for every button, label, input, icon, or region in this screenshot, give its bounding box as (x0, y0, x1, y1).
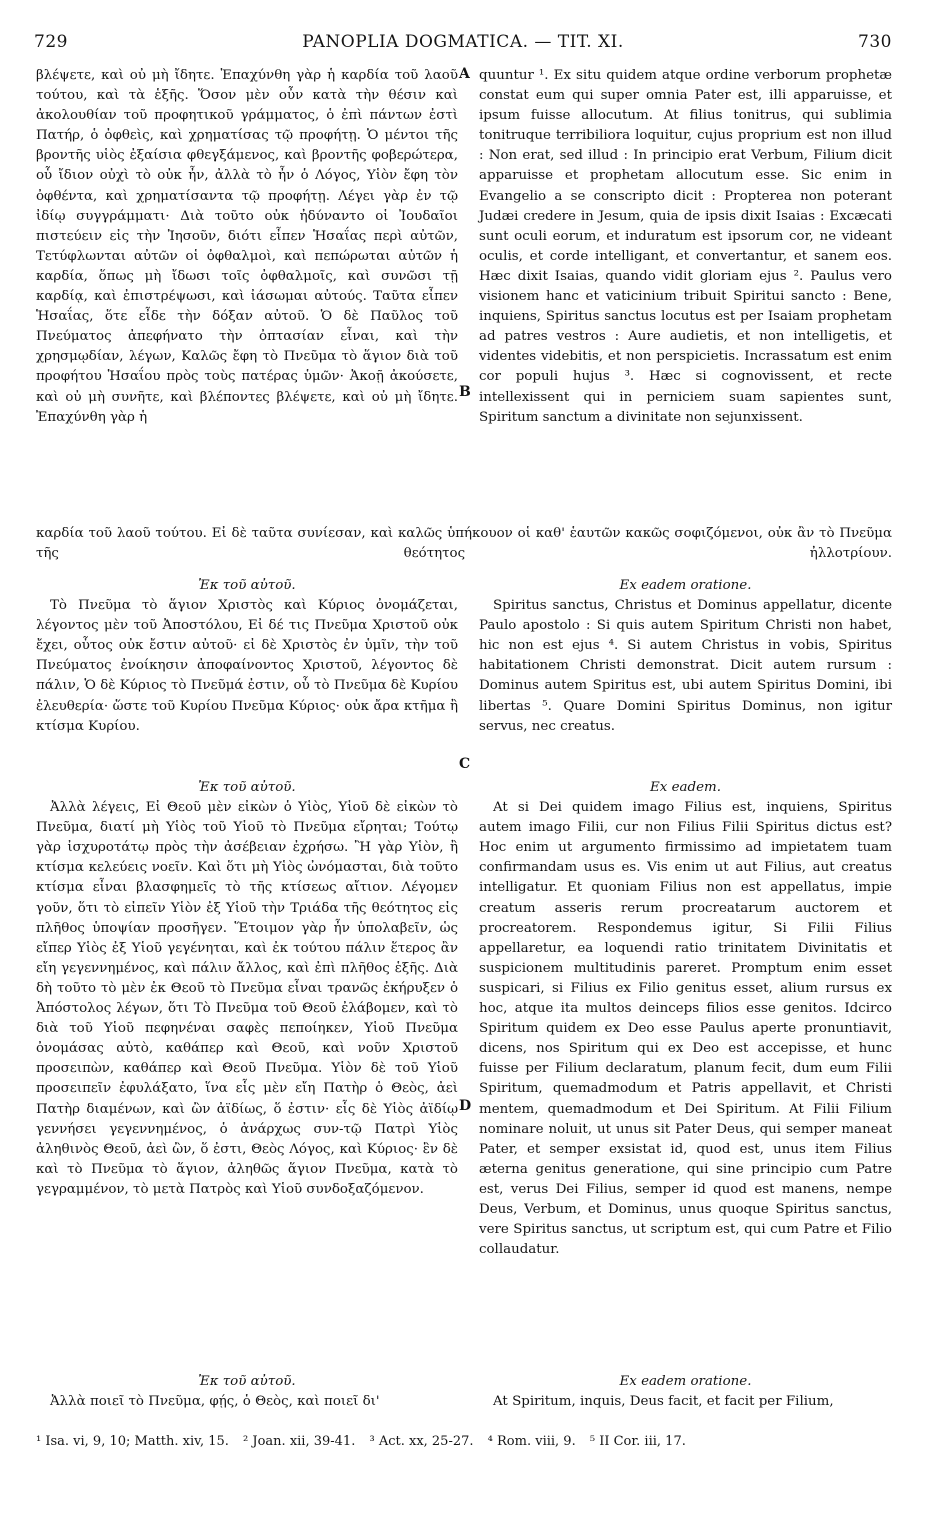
section-heading: Ἐκ τοῦ αὐτοῦ. (198, 578, 296, 593)
section-heading: Ἐκ τοῦ αὐτοῦ. (198, 780, 296, 795)
greek-paragraph: Τὸ Πνεῦμα τὸ ἅγιον Χριστὸς καὶ Κύριος ὀνομάζεται, λέγοντος μὲν τοῦ Ἀποστόλου, Εἰ δέ τις Πνεῦμα Χριστοῦ οὐκ ἔχει, οὗτος οὐκ ἔστιν αὐτοῦ· εἰ δὲ Χριστὸς ἐν ὑμῖν, τὴν τοῦ Πνεύματος ἐνοίκησιν ἀποφαίνοντος Χριστοῦ, λέγοντος δὲ πάλιν, Ὁ δὲ Κύριος τὸ Πνεῦμά ἐστιν, οὗ τὸ Πνεῦμα δὲ Κυρίου ἐλευθερία· ὥστε τοῦ Κυρίου Πνεῦμα Κύριος· οὐκ ἄρα κτῆμα ἢ κτίσμα Κυρίου. (36, 598, 458, 734)
greek-column-section-1 (36, 66, 458, 428)
footnote-2: ² Joan. xii, 39-41. (243, 1434, 356, 1449)
greek-paragraph: Ἀλλὰ ποιεῖ τὸ Πνεῦμα, φῄς, ὁ Θεὸς, καὶ ποιεῖ δι' (50, 1394, 380, 1410)
footnote-5: ⁵ II Cor. iii, 17. (589, 1434, 686, 1449)
footnotes (36, 1433, 892, 1451)
greek-continuation: καρδία τοῦ λαοῦ τούτου. Εἰ δὲ ταῦτα συνίεσαν, καὶ καλῶς ὑπήκουον οἱ καθ' ἑαυτῶν κακῶς σοφιζόμενοι, οὐκ ἂν τὸ Πνεῦμα τῆς θεότητος ἠλλοτρίουν. (36, 526, 892, 562)
footnote-3: ³ Act. xx, 25-27. (369, 1434, 474, 1449)
greek-column-section-4 (36, 1372, 458, 1412)
latin-column-section-2 (479, 576, 892, 737)
margin-marker-b: B (459, 384, 471, 400)
section-heading: Ex eadem. (650, 780, 721, 795)
section-heading: Ex eadem oratione. (619, 1374, 752, 1389)
latin-paragraph: At Spiritum, inquis, Deus facit, et facit per Filium, (493, 1394, 834, 1410)
latin-paragraph: Spiritus sanctus, Christus et Dominus appellatur, dicente Paulo apostolo : Si quis autem Spiritum Christi non habet, hic non est ejus ⁴. Si autem Christus in vobis, Spiritus habitationem Christi demonstrat. Dicit autem rursum : Dominus autem Spiritus est, ubi autem Spiritus Domini, ibi libertas ⁵. Quare Domini Spiritus Dominus, non igitur servus, nec creatus. (479, 598, 892, 734)
latin-column-section-3 (479, 778, 892, 1260)
latin-column-section-1 (479, 66, 892, 428)
running-header (34, 32, 892, 58)
margin-marker-c: C (459, 756, 471, 772)
margin-marker-a: A (459, 66, 470, 82)
page-number-left: 729 (34, 32, 68, 52)
latin-column-section-4 (479, 1372, 892, 1412)
latin-paragraph: quuntur ¹. Ex situ quidem atque ordine verborum prophetæ constat eum qui super omnia Pater est, illi apparuisse, et ipsum fuisse allocutum. At filius tonitrus, qui sublimia tonitruque terribiliora loquitur, cujus proprium est non illud : Non erat, sed illud : In principio erat Verbum, Filium dicit apparuisse et prophetam allocutum esse. Sic enim in Evangelio a se conscripto dicit : Propterea non poterant Judæi credere in Jesum, quia de ipsis dixit Isaias : Excæcati sunt oculi eorum, et induratum est ipsorum cor, ne videant oculis, et corde intelligant, et convertantur, et sanem eos. Hæc dixit Isaias, quando vidit gloriam ejus ². Paulus vero visionem hanc et vaticinium tribuit Spiritui sancto : Bene, inquiens, Spiritus sanctus locutus est per Isaiam prophetam ad patres vestros : Aure audietis, et non intelligetis, et videntes videbitis, et non perspicietis. Incrassatum est enim cor populi hujus ³. Hæc si cognovissent, et recte intellexissent qui in perniciem suam sapientes sunt, Spiritum sanctum a divinitate non sejunxissent. (479, 68, 892, 425)
latin-paragraph: At si Dei quidem imago Filius est, inquiens, Spiritus autem imago Filii, cur non Filius Filii Spiritus dictus est? Hoc enim ut argumento firmissimo ad impietatem tuam confirmandam usus es. Vis enim ut aut Filius, aut creatus intelligatur. Et quoniam Filius non est appellatus, impie creatum asseris rerum procreatarum auctorem et procreatorem. Respondemus igitur, Si Filii Filius appellaretur, ea loquendi ratio trinitatem Divinitatis et suspicionem multitudinis pareret. Promptum enim esset suspicari, si Filius ex Filio genitus esset, alium rursus ex hoc, atque ita multos deinceps filios esse genitos. Idcirco Spiritum quidem ex Deo esse Paulus aperte pronuntiavit, dicens, nos Spiritum qui ex Deo est accepisse, et hunc fuisse per Filium declaratum, planum fecit, dum eum Filii Spiritum, quemadmodum et Patris appellavit, et Christi mentem, quemadmodum et Dei Spiritum. At Filii Filium nominare noluit, ut unus sit Pater Deus, qui semper maneat Pater, et semper exsistat id, quod est, unus item Filius æterna genitus generatione, qui sine principio cum Patre est, verus Dei Filius, semper id quod est manens, nempe Deus, Verbum, et Dominus, unus quoque Spiritus sanctus, vere Spiritus sanctus, ut scriptum est, qui cum Patre et Filio collaudatur. (479, 800, 892, 1258)
greek-column-section-3 (36, 778, 458, 1200)
section-heading: Ex eadem oratione. (619, 578, 752, 593)
page-number-right: 730 (858, 32, 892, 52)
running-title: PANOPLIA DOGMATICA. — TIT. XI. (302, 32, 624, 52)
footnote-4: ⁴ Rom. viii, 9. (487, 1434, 576, 1449)
greek-paragraph: Ἀλλὰ λέγεις, Εἰ Θεοῦ μὲν εἰκὼν ὁ Υἱὸς, Υἱοῦ δὲ εἰκὼν τὸ Πνεῦμα, διατί μὴ Υἱὸς τοῦ Υἱοῦ τὸ Πνεῦμα εἴρηται; Τούτῳ γὰρ ἰσχυροτάτῳ πρὸς τὴν ἀσέβειαν ἐχρήσω. Ἢ γὰρ Υἱὸν, ἢ κτίσμα κελεύεις νοεῖν. Καὶ ὅτι μὴ Υἱὸς ὠνόμασται, διὰ τοῦτο κτίσμα εἶναι βλασφημεῖς τὸ τῆς κτίσεως αἴτιον. Λέγομεν γοῦν, ὅτι τὸ εἰπεῖν Υἱὸν ἐξ Υἱοῦ τὴν Τριάδα τῆς θεότητος εἰς πλῆθος ὑποψίαν προσῆγεν. Ἕτοιμον γὰρ ἦν ὑπολαβεῖν, ὡς εἴπερ Υἱὸς ἐξ Υἱοῦ γεγένηται, καὶ ἐκ τούτου πάλιν ἕτερος ἂν εἴη γεγεννημένος, καὶ πάλιν ἄλλος, καὶ ἐπὶ πλῆθος ἑξῆς. Διὰ δὴ τοῦτο τὸ μὲν ἐκ Θεοῦ τὸ Πνεῦμα εἶναι τρανῶς ἐκήρυξεν ὁ Ἀπόστολος λέγων, ὅτι Τὸ Πνεῦμα τοῦ Θεοῦ ἐλάβομεν, καὶ τὸ διὰ τοῦ Υἱοῦ πεφηνέναι σαφὲς πεποίηκεν, Υἱοῦ Πνεῦμα ὀνομάσας αὐτὸ, καθάπερ καὶ Θεοῦ, καὶ νοῦν Χριστοῦ προσειπὼν, καθάπερ καὶ Θεοῦ Πνεῦμα. Υἱὸν δὲ τοῦ Υἱοῦ προσειπεῖν ἐφυλάξατο, ἵνα εἷς μὲν εἴη Πατὴρ ὁ Θεὸς, ἀεὶ Πατὴρ διαμένων, καὶ ὢν ἀϊδίως, ὅ ἐστιν· εἷς δὲ Υἱὸς ἀϊδίῳ γεννήσει γεγεννημένος, ὁ ἀνάρχως συν-τῷ Πατρὶ Υἱὸς ἀληθινὸς Θεοῦ, ἀεὶ ὢν, ὅ ἐστι, Θεὸς Λόγος, καὶ Κύριος· ἓν δὲ καὶ τὸ Πνεῦμα τὸ ἅγιον, ἀληθῶς ἅγιον Πνεῦμα, κατὰ τὸ γεγραμμένον, τὸ μετὰ Πατρὸς καὶ Υἱοῦ συνδοξαζόμενον. (36, 800, 458, 1197)
footnote-1: ¹ Isa. vi, 9, 10; Matth. xiv, 15. (36, 1434, 229, 1449)
section-heading: Ἐκ τοῦ αὐτοῦ. (198, 1374, 296, 1389)
margin-marker-d: D (459, 1098, 472, 1114)
full-width-line (36, 524, 892, 564)
greek-column-section-2 (36, 576, 458, 737)
greek-paragraph: βλέψετε, καὶ οὐ μὴ ἴδητε. Ἐπαχύνθη γὰρ ἡ καρδία τοῦ λαοῦ τούτου, καὶ τὰ ἑξῆς. Ὅσον μὲν οὖν κατὰ τὴν θέσιν καὶ ἀκολουθίαν τοῦ προφητικοῦ γράμματος, ὁ ἐπὶ πάντων ἐστὶ Πατήρ, ὁ ὀφθεὶς, καὶ χρηματίσας τῷ προφήτῃ. Ὁ μέντοι τῆς βροντῆς υἱὸς ἐξαίσια φθεγξάμενος, καὶ βροντῆς φοβερώτερα, οὗ ἴδιον οὐχὶ τὸ οὐκ ἦν, ἀλλὰ τὸ ἦν ὁ Λόγος, Υἱὸν ἔφη τὸν ὀφθέντα, καὶ χρηματίσαντα τῷ προφήτῃ. Λέγει γὰρ ἐν τῷ ἰδίῳ συγγράμματι· Διὰ τοῦτο οὐκ ἠδύναντο οἱ Ἰουδαῖοι πιστεύειν εἰς τὴν Ἰησοῦν, διότι εἶπεν Ἡσαΐας περὶ αὐτῶν, Τετύφλωνται αὐτῶν οἱ ὀφθαλμοὶ, καὶ πεπώρωται αὐτῶν ἡ καρδία, ὅπως μὴ ἴδωσι τοῖς ὀφθαλμοῖς, καὶ συνῶσι τῇ καρδίᾳ, καὶ ἐπιστρέψωσι, καὶ ἰάσωμαι αὐτούς. Ταῦτα εἶπεν Ἡσαΐας, ὅτε εἶδε τὴν δόξαν αὐτοῦ. Ὁ δὲ Παῦλος τοῦ Πνεύματος ἀπεφήνατο τὴν ὀπτασίαν εἶναι, καὶ τὴν χρησμῳδίαν, λέγων, Καλῶς ἔφη τὸ Πνεῦμα τὸ ἅγιον διὰ τοῦ προφήτου Ἡσαΐου πρὸς τοὺς πατέρας ὑμῶν· Ἀκοῇ ἀκούσετε, καὶ οὐ μὴ συνῆτε, καὶ βλέποντες βλέψετε, καὶ οὐ μὴ ἴδητε. Ἐπαχύνθη γὰρ ἡ (36, 68, 458, 425)
